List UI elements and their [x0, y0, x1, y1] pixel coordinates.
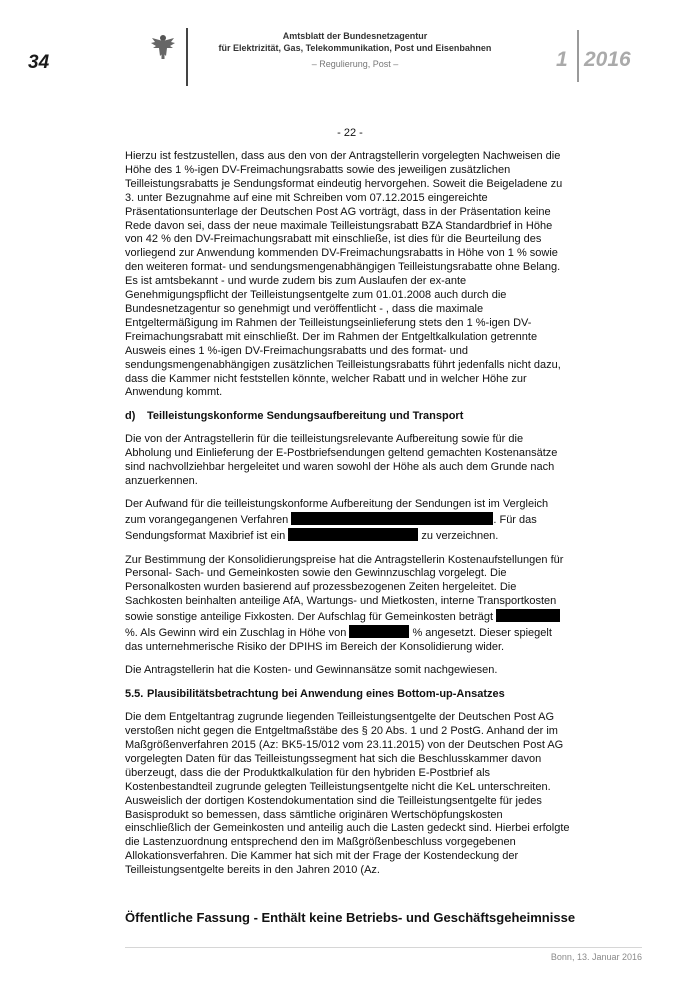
- public-version-note: Öffentliche Fassung - Enthält keine Betriebs- und Geschäftsgeheimnisse: [125, 910, 576, 925]
- paragraph-3-part-c: zu verzeichnen.: [421, 530, 499, 543]
- paragraph-5: Die Antragstellerin hat die Kosten- und Gewinnansätze somit nachgewiesen.: [125, 664, 498, 677]
- paragraph-3-part-a: Der Aufwand für die teilleistungskonforme Aufbereitung der Sendungen ist im Vergleich zum vorangegangenen Verfahren: [125, 498, 549, 527]
- issue-number: 1: [556, 48, 568, 71]
- paragraph-2: Die von der Antragstellerin für die teilleistungsrelevante Aufbereitung sowie für die Abholung und Einlieferung der E-Postbriefsendungen geltend gemachten Kostenansätze sind nachvollziehbar hergeleitet und waren sowohl der Höhe als auch dem Grunde nach anzuerkennen.: [125, 433, 558, 487]
- header-divider-right: [577, 30, 579, 82]
- redaction-block: [288, 528, 418, 541]
- redaction-block: [349, 625, 409, 638]
- header-divider-left: [186, 28, 188, 86]
- heading-d-text: Teilleistungskonforme Sendungsaufbereitung und Transport: [147, 409, 464, 422]
- document-body: [125, 150, 571, 878]
- issue-year: 2016: [584, 48, 631, 71]
- paragraph-1: Hierzu ist festzustellen, dass aus den von der Antragstellerin vorgelegten Nachweisen die Höhe des 1 %-igen DV-Freimachungsrabatts sowie des jeweiligen zusätzlichen Teilleistungsrabatts je Sendungsformat eindeutig hervorgehen. Soweit die Beigeladene zu 3. unter Bezugnahme auf eine mit Schreiben vom 07.12.2015 eingereichte Präsentationsunterlage der Deutschen Post AG vorträgt, dass in der Präsentation keine Rede davon sei, dass der neue maximale Teilleistungsrabatt BZA Standardbrief in Höhe von 42 % den DV-Freimachungsrabatt mit einschließe, ist dies für die Beurteilung des vorliegend zur Anwendung kommenden DV-Freimachungsrabatts in Höhe von 1 % sowie den weiteren format- und sendungsmengenabhängigen Teilleistungsrabatte ohne Belang. Es ist amtsbekannt - und wurde zudem bis zum Auslaufen der ex-ante Genehmigungspflicht der Teilleistungsentgelte zum 01.01.2008 auch durch die Bundesnetzagentur so genehmigt und veröffentlicht - , dass die maximale Entgeltermäßigung im Rahmen der Teilleistungseinlieferung stets den 1 %-igen DV-Freimachungsrabatt mit einschließt. Der im Rahmen der Entgeltkalkulation getrennte Ausweis eines 1 %-igen DV-Freimachungsrabatts und des format- und sendungsmengenabhängigen zusätzlichen Teilleistungsrabatts führt jedenfalls nicht dazu, dass die Kammer nicht feststellen könnte, welcher Rabatt und in welcher Höhe zur Anwendung kommt.: [125, 150, 563, 399]
- paragraph-4-part-b: %. Als Gewinn wird ein Zuschlag in Höhe von: [125, 627, 347, 640]
- paragraph-4-part-c: % angesetzt. Dieser spiegelt das unternehmerische Risiko der DPIHS im Bereich der Konsolidierung wider.: [125, 627, 552, 653]
- paragraph-4: [125, 554, 571, 655]
- paragraph-4-part-a: Zur Bestimmung der Konsolidierungspreise hat die Antragstellerin Kostenaufstellungen für Personal- Sach- und Gemeinkosten sowie den Gewinnzuschlag vorgelegt. Die Personalkosten wurden basierend auf prozessbezogenen Zeiten hergeleitet. Die Sachkosten beinhalten anteilige AfA, Wartungs- und Mietkosten, interne Transportkosten sowie sonstige anteilige Fixkosten. Der Aufschlag für Gemeinkosten beträgt: [125, 553, 564, 624]
- federal-eagle-logo: [148, 32, 178, 62]
- inner-page-number: - 22 -: [337, 127, 363, 139]
- heading-5-5: [125, 688, 571, 702]
- header-publisher: [190, 30, 520, 69]
- page-number: 34: [28, 52, 50, 73]
- publisher-line-1: Amtsblatt der Bundesnetzagentur: [282, 31, 428, 41]
- redaction-block: [496, 609, 560, 622]
- footer-divider: [125, 947, 642, 948]
- redaction-block: [291, 512, 493, 525]
- heading-d: [125, 410, 571, 424]
- heading-5-5-number: 5.5.: [125, 687, 144, 700]
- paragraph-3: [125, 498, 571, 544]
- publisher-line-2: für Elektrizität, Gas, Telekommunikation, Post und Eisenbahnen: [218, 43, 492, 53]
- paragraph-6: Die dem Entgeltantrag zugrunde liegenden Teilleistungsentgelte der Deutschen Post AG verstoßen nicht gegen die Entgeltmaßstäbe des § 20 Abs. 1 und 2 PostG. Anhand der im Maßgrößenverfahren 2015 (Az: BK5-15/012 vom 23.11.2015) von der Deutschen Post AG vorgelegten Daten für das Teilleistungssegment hat sich die Beschlusskammer davon überzeugt, dass die der Produktkalkulation für den hybriden E-Postbrief als Kostenbestandteil zugrunde gelegten Teilleistungsentgelte nicht die KeL unterschreiten. Ausweislich der dortigen Kostendokumentation sind die Teilleistungsentgelte für jedes Basisprodukt so bemessen, dass sämtliche originären Wertschöpfungskosten einschließlich der Gemeinkosten und anteilig auch die Lasten gedeckt sind. Hierbei erfolgte die Lastenzuordnung entsprechend den im Maßgrößenbeschluss vorgegebenen Allokationsverfahren. Die Kammer hat sich mit der Frage der Kostendeckung der Teilleistungsentgelte bereits in den Jahren 2010 (Az.: [125, 711, 570, 877]
- section-label: – Regulierung, Post –: [311, 59, 399, 69]
- heading-d-number: d): [125, 409, 136, 422]
- paragraph-3-part-b: . Für das Sendungsformat Maxibrief ist ein: [125, 514, 537, 543]
- heading-5-5-text: Plausibilitätsbetrachtung bei Anwendung eines Bottom-up-Ansatzes: [147, 687, 505, 700]
- footer-date: Bonn, 13. Januar 2016: [550, 952, 642, 962]
